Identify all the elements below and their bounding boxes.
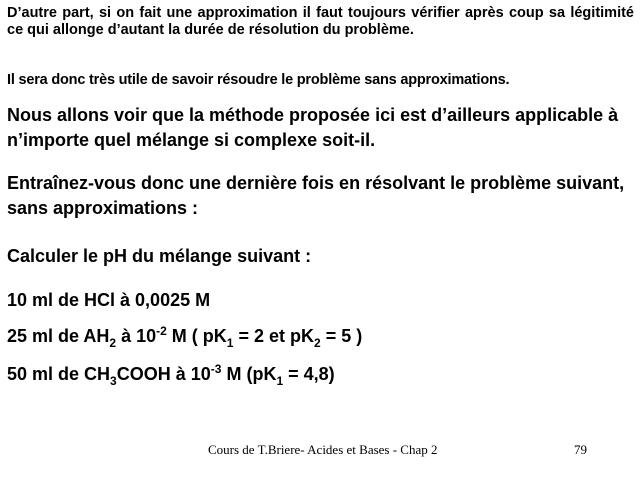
ch3cooh-text-c: M (pK xyxy=(221,364,277,384)
ch3cooh-pk1-subscript: 1 xyxy=(276,374,284,388)
page-number: 79 xyxy=(574,442,587,457)
pk1-subscript: 1 xyxy=(226,336,234,350)
ah2-text-c: M ( pK xyxy=(166,326,227,346)
pk2-subscript: 2 xyxy=(314,336,321,350)
ch3cooh-text-b: COOH à 10 xyxy=(116,364,211,384)
intro-paragraph: D’autre part, si on fait une approximation il faut toujours vérifier après coup sa légitimité ce qui allonge d’autant la durée de résolution du problème. xyxy=(7,5,634,38)
mixture-line-hcl: 10 ml de HCl à 0,0025 M xyxy=(7,290,211,310)
ah2-exponent: -2 xyxy=(156,324,167,338)
no-approximation-note: Il sera donc très utile de savoir résoudre le problème sans approximations. xyxy=(7,72,510,88)
exercise-paragraph: Entraînez-vous donc une dernière fois en résolvant le problème suivant, sans approximations : xyxy=(7,173,625,218)
calc-heading: Calculer le pH du mélange suivant : xyxy=(7,246,312,266)
footer-course: Cours de T.Briere- Acides et Bases - Chap 2 xyxy=(208,442,438,457)
ah2-text-e: = 5 ) xyxy=(320,326,363,346)
ah2-text-d: = 2 et pK xyxy=(233,326,314,346)
ah2-text-a: 25 ml de AH xyxy=(7,326,110,346)
ch3cooh-text-d: = 4,8) xyxy=(283,364,335,384)
method-paragraph: Nous allons voir que la méthode proposée ici est d’ailleurs applicable à n’importe quel mélange si complexe soit-il. xyxy=(7,105,619,150)
ch3cooh-exponent: -3 xyxy=(210,362,222,376)
mixture-line-ch3cooh xyxy=(7,362,634,387)
ch3-subscript: 3 xyxy=(110,374,117,388)
mixture-line-ah2 xyxy=(7,324,634,349)
ah2-text-b: à 10 xyxy=(116,326,157,346)
ah2-subscript: 2 xyxy=(109,336,117,350)
ch3cooh-text-a: 50 ml de CH xyxy=(7,364,111,384)
